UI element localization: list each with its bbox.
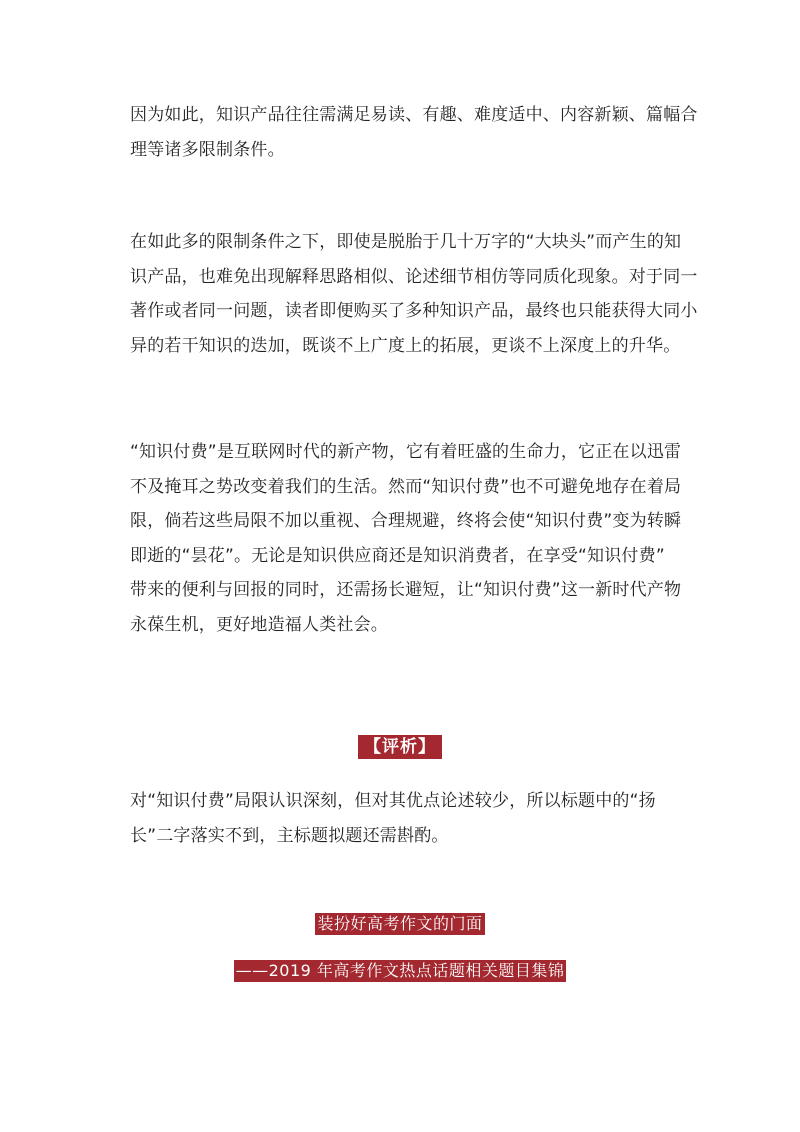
footer-subtitle (0, 960, 800, 982)
body-paragraph-1 (130, 98, 698, 167)
body-paragraph-3 (130, 435, 690, 642)
comment-label (0, 735, 800, 759)
paragraph-line: 即逝的“昙花”。无论是知识供应商还是知识消费者，在享受“知识付费” (130, 545, 665, 566)
footer-title-text: 装扮好高考作文的门面 (317, 914, 483, 933)
paragraph-line: 著作或者同一问题，读者即便购买了多种知识产品，最终也只能获得大同小 (130, 301, 698, 321)
paragraph-line: 异的若干知识的迭加，既谈不上广度上的拓展，更谈不上深度上的升华。 (130, 335, 681, 356)
comment-label-text: 【评析】 (358, 735, 442, 759)
paragraph-line: 因为如此，知识产品往往需满足易读、有趣、难度适中、内容新颖、篇幅合 (130, 105, 698, 125)
footer-title (0, 913, 800, 935)
paragraph-line: 在如此多的限制条件之下，即使是脱胎于几十万字的“大块头”而产生的知 (130, 232, 682, 252)
body-paragraph-2 (130, 225, 698, 363)
footer-subtitle-text: ——2019 年高考作文热点话题相关题目集锦 (235, 961, 565, 980)
paragraph-line: “知识付费”是互联网时代的新产物，它有着旺盛的生命力，它正在以迅雷 (130, 442, 682, 462)
paragraph-line: 限，倘若这些局限不加以重视、合理规避，终将会使“知识付费”变为转瞬 (130, 511, 682, 531)
paragraph-line: 理等诸多限制条件。 (130, 139, 285, 160)
paragraph-line: 对“知识付费”局限认识深刻，但对其优点论述较少，所以标题中的“扬 (130, 791, 656, 811)
paragraph-line: 识产品，也难免出现解释思路相似、论述细节相仿等同质化现象。对于同一 (130, 266, 698, 287)
comment-paragraph (130, 784, 690, 853)
paragraph-line: 带来的便利与回报的同时，还需扬长避短，让“知识付费”这一新时代产物 (130, 580, 682, 600)
paragraph-line: 长”二字落实不到，主标题拟题还需斟酌。 (130, 825, 449, 846)
paragraph-line: 不及掩耳之势改变着我们的生活。然而“知识付费”也不可避免地存在着局 (130, 476, 682, 497)
paragraph-line: 永葆生机，更好地造福人类社会。 (130, 614, 388, 635)
